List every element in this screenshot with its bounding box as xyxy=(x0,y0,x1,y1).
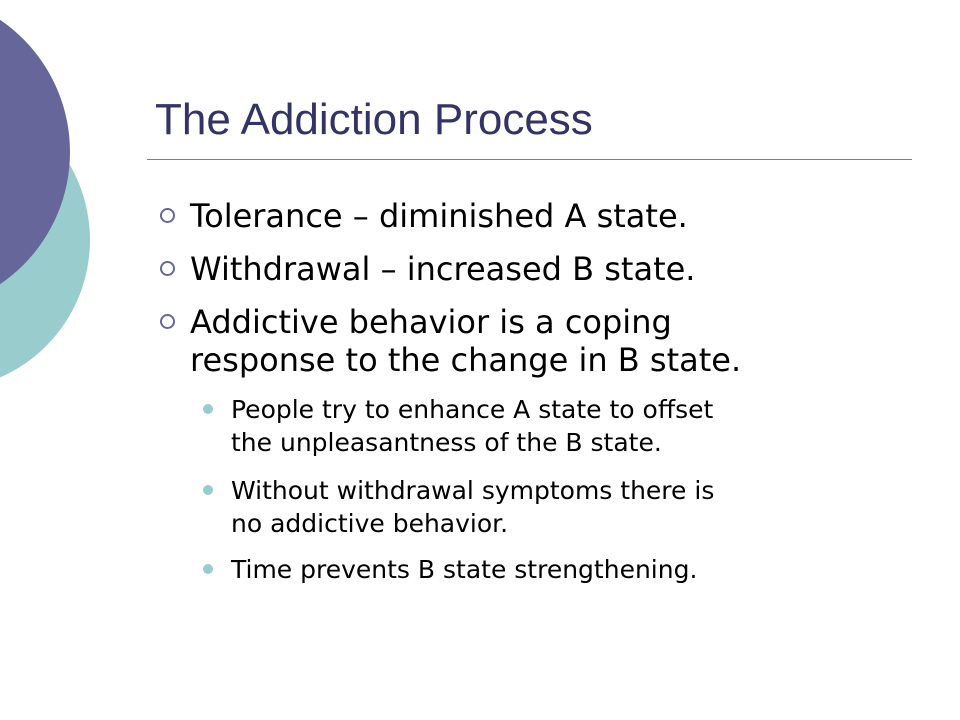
bullet-line: response to the change in B state. xyxy=(190,341,742,379)
bullet-text xyxy=(190,250,695,288)
filled-dot-bullet-icon xyxy=(203,485,213,495)
bullet-line: People try to enhance A state to offset xyxy=(231,395,714,424)
bullet-text xyxy=(231,553,697,586)
slide-title: The Addiction Process xyxy=(155,95,593,144)
bullet-line: Addictive behavior is a coping xyxy=(190,303,672,341)
hollow-circle-bullet-icon xyxy=(160,261,175,276)
bullet-line: Time prevents B state strengthening. xyxy=(231,555,698,584)
bullet-line: no addictive behavior. xyxy=(231,509,509,538)
filled-dot-bullet-icon xyxy=(203,404,213,414)
bullet-line: Tolerance – diminished A state. xyxy=(190,197,688,235)
bullet-text xyxy=(231,474,714,540)
bullet-text xyxy=(190,197,688,235)
title-divider xyxy=(147,159,912,160)
bullet-line: Without withdrawal symptoms there is xyxy=(231,476,715,505)
hollow-circle-bullet-icon xyxy=(160,208,175,223)
bullet-text xyxy=(231,393,713,459)
filled-dot-bullet-icon xyxy=(203,564,213,574)
bullet-line: Withdrawal – increased B state. xyxy=(190,250,696,288)
bullet-text xyxy=(190,303,741,379)
bullet-line: the unpleasantness of the B state. xyxy=(231,428,662,457)
hollow-circle-bullet-icon xyxy=(160,314,175,329)
